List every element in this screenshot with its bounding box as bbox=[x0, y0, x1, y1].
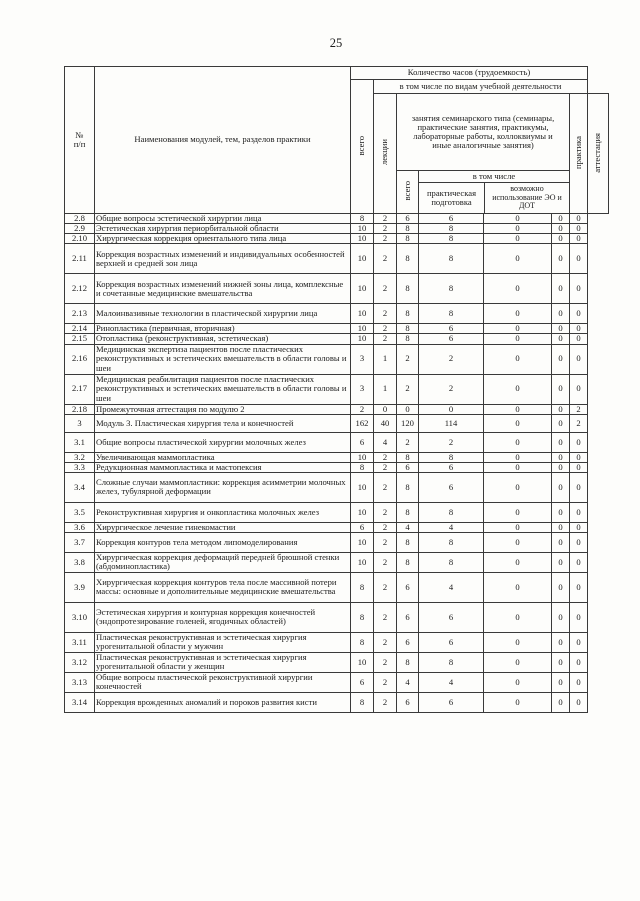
hours-total: 10 bbox=[351, 334, 374, 344]
header-num: № п/п bbox=[65, 67, 95, 214]
table-row bbox=[65, 632, 609, 652]
hours-seminar-total: 4 bbox=[397, 672, 419, 692]
header-practical-prep: практическая подготовка bbox=[419, 183, 485, 213]
row-number: 2.17 bbox=[65, 374, 95, 404]
row-number: 3.8 bbox=[65, 552, 95, 572]
row-title: Реконструктивная хирургия и онкопластика молочных желез bbox=[95, 502, 351, 522]
hours-attestation: 0 bbox=[570, 462, 588, 472]
row-title: Хирургическая коррекция контуров тела после массивной потери массы: основные и дополнительные медицинские вмешательства bbox=[95, 572, 351, 602]
hours-practice: 0 bbox=[552, 304, 570, 324]
hours-total: 8 bbox=[351, 602, 374, 632]
hours-eo-dot: 0 bbox=[484, 652, 552, 672]
hours-seminar-total: 2 bbox=[397, 344, 419, 374]
row-number: 3.5 bbox=[65, 502, 95, 522]
hours-practice: 0 bbox=[552, 404, 570, 414]
hours-eo-dot: 0 bbox=[484, 472, 552, 502]
hours-attestation: 0 bbox=[570, 552, 588, 572]
row-title: Промежуточная аттестация по модулю 2 bbox=[95, 404, 351, 414]
hours-total: 10 bbox=[351, 502, 374, 522]
row-title: Общие вопросы эстетической хирургии лица bbox=[95, 214, 351, 224]
hours-total: 10 bbox=[351, 552, 374, 572]
row-number: 2.18 bbox=[65, 404, 95, 414]
header-incl-by-type: в том числе по видам учебной деятельности bbox=[374, 80, 588, 94]
hours-practice: 0 bbox=[552, 234, 570, 244]
hours-attestation: 0 bbox=[570, 522, 588, 532]
row-title: Пластическая реконструктивная и эстетическая хирургия урогенитальной области у мужчин bbox=[95, 632, 351, 652]
header-total-hours: Количество часов (трудоемкость) bbox=[351, 67, 588, 80]
hours-eo-dot: 0 bbox=[484, 224, 552, 234]
table-row bbox=[65, 224, 609, 234]
table-row bbox=[65, 234, 609, 244]
hours-attestation: 0 bbox=[570, 602, 588, 632]
hours-eo-dot: 0 bbox=[484, 602, 552, 632]
hours-practice: 0 bbox=[552, 472, 570, 502]
row-title: Общие вопросы пластической хирургии молочных желез bbox=[95, 432, 351, 452]
hours-practice: 0 bbox=[552, 532, 570, 552]
header-practice: практика bbox=[570, 94, 588, 214]
header-attestation: аттестация bbox=[588, 94, 609, 214]
hours-practical-prep: 8 bbox=[419, 532, 484, 552]
row-number: 3.10 bbox=[65, 602, 95, 632]
hours-eo-dot: 0 bbox=[484, 462, 552, 472]
hours-eo-dot: 0 bbox=[484, 432, 552, 452]
hours-practical-prep: 2 bbox=[419, 344, 484, 374]
row-title: Отопластика (реконструктивная, эстетическая) bbox=[95, 334, 351, 344]
row-title: Хирургическая коррекция ориентального типа лица bbox=[95, 234, 351, 244]
hours-seminar-total: 8 bbox=[397, 502, 419, 522]
row-number: 3.11 bbox=[65, 632, 95, 652]
hours-practical-prep: 6 bbox=[419, 462, 484, 472]
hours-lectures: 4 bbox=[374, 432, 397, 452]
table-row bbox=[65, 344, 609, 374]
hours-seminar-total: 8 bbox=[397, 652, 419, 672]
hours-seminar-total: 2 bbox=[397, 374, 419, 404]
row-title: Медицинская экспертиза пациентов после пластических реконструктивных и эстетических вмешательств в области головы и шеи bbox=[95, 344, 351, 374]
row-number: 3.13 bbox=[65, 672, 95, 692]
hours-attestation: 0 bbox=[570, 472, 588, 502]
hours-total: 6 bbox=[351, 672, 374, 692]
hours-total: 8 bbox=[351, 632, 374, 652]
hours-total: 10 bbox=[351, 274, 374, 304]
row-title: Общие вопросы пластической реконструктивной хирургии конечностей bbox=[95, 672, 351, 692]
table-row bbox=[65, 244, 609, 274]
hours-lectures: 2 bbox=[374, 334, 397, 344]
row-number: 2.16 bbox=[65, 344, 95, 374]
hours-eo-dot: 0 bbox=[484, 414, 552, 432]
hours-practice: 0 bbox=[552, 374, 570, 404]
hours-practical-prep: 114 bbox=[419, 414, 484, 432]
hours-practical-prep: 6 bbox=[419, 324, 484, 334]
row-title: Хирургическое лечение гинекомастии bbox=[95, 522, 351, 532]
hours-seminar-total: 6 bbox=[397, 602, 419, 632]
hours-practice: 0 bbox=[552, 572, 570, 602]
hours-seminar-total: 8 bbox=[397, 244, 419, 274]
row-title: Коррекция врожденных аномалий и пороков развития кисти bbox=[95, 692, 351, 712]
hours-lectures: 2 bbox=[374, 472, 397, 502]
hours-total: 10 bbox=[351, 234, 374, 244]
hours-total: 8 bbox=[351, 572, 374, 602]
hours-eo-dot: 0 bbox=[484, 334, 552, 344]
hours-total: 10 bbox=[351, 652, 374, 672]
hours-seminar-total: 120 bbox=[397, 414, 419, 432]
hours-lectures: 1 bbox=[374, 344, 397, 374]
hours-attestation: 0 bbox=[570, 214, 588, 224]
hours-practical-prep: 8 bbox=[419, 452, 484, 462]
hours-eo-dot: 0 bbox=[484, 552, 552, 572]
hours-total: 10 bbox=[351, 532, 374, 552]
hours-practical-prep: 8 bbox=[419, 652, 484, 672]
row-number: 3.2 bbox=[65, 452, 95, 462]
table-row bbox=[65, 404, 609, 414]
row-number: 3.12 bbox=[65, 652, 95, 672]
hours-attestation: 0 bbox=[570, 572, 588, 602]
row-title: Модуль 3. Пластическая хирургия тела и конечностей bbox=[95, 414, 351, 432]
hours-eo-dot: 0 bbox=[484, 404, 552, 414]
hours-attestation: 0 bbox=[570, 452, 588, 462]
hours-lectures: 2 bbox=[374, 214, 397, 224]
row-number: 3 bbox=[65, 414, 95, 432]
hours-practical-prep: 8 bbox=[419, 224, 484, 234]
hours-attestation: 0 bbox=[570, 502, 588, 522]
hours-attestation: 2 bbox=[570, 404, 588, 414]
hours-lectures: 2 bbox=[374, 692, 397, 712]
hours-attestation: 0 bbox=[570, 374, 588, 404]
table-row bbox=[65, 432, 609, 452]
table-row bbox=[65, 274, 609, 304]
row-number: 3.9 bbox=[65, 572, 95, 602]
hours-practical-prep: 6 bbox=[419, 692, 484, 712]
hours-total: 8 bbox=[351, 214, 374, 224]
hours-practice: 0 bbox=[552, 324, 570, 334]
table-row bbox=[65, 214, 609, 224]
hours-attestation: 0 bbox=[570, 432, 588, 452]
row-number: 3.1 bbox=[65, 432, 95, 452]
hours-seminar-total: 8 bbox=[397, 334, 419, 344]
hours-lectures: 2 bbox=[374, 652, 397, 672]
row-title: Коррекция возрастных изменений нижней зоны лица, комплексные и сочетанные медицинские вмешательства bbox=[95, 274, 351, 304]
hours-lectures: 2 bbox=[374, 324, 397, 334]
hours-practical-prep: 6 bbox=[419, 334, 484, 344]
hours-lectures: 2 bbox=[374, 244, 397, 274]
hours-attestation: 0 bbox=[570, 334, 588, 344]
table-row bbox=[65, 602, 609, 632]
table-row bbox=[65, 304, 609, 324]
table-row bbox=[65, 414, 609, 432]
hours-attestation: 0 bbox=[570, 234, 588, 244]
hours-eo-dot: 0 bbox=[484, 672, 552, 692]
hours-practice: 0 bbox=[552, 632, 570, 652]
row-number: 2.15 bbox=[65, 334, 95, 344]
table-row bbox=[65, 472, 609, 502]
hours-attestation: 0 bbox=[570, 304, 588, 324]
hours-practice: 0 bbox=[552, 552, 570, 572]
table-row bbox=[65, 374, 609, 404]
hours-total: 10 bbox=[351, 452, 374, 462]
hours-seminar-total: 8 bbox=[397, 324, 419, 334]
hours-lectures: 2 bbox=[374, 552, 397, 572]
hours-seminar-total: 6 bbox=[397, 632, 419, 652]
row-number: 2.9 bbox=[65, 224, 95, 234]
hours-practical-prep: 0 bbox=[419, 404, 484, 414]
table-row bbox=[65, 572, 609, 602]
row-title: Малоинвазивные технологии в пластической хирургии лица bbox=[95, 304, 351, 324]
header-incl-sub: в том числе bbox=[419, 171, 569, 183]
hours-lectures: 2 bbox=[374, 602, 397, 632]
hours-lectures: 1 bbox=[374, 374, 397, 404]
table-body bbox=[65, 214, 609, 713]
row-title: Эстетическая хирургия и контурная коррекция конечностей (эндопротезирование голеней, ягодичных областей) bbox=[95, 602, 351, 632]
hours-seminar-total: 8 bbox=[397, 452, 419, 462]
row-title: Увеличивающая маммопластика bbox=[95, 452, 351, 462]
hours-lectures: 2 bbox=[374, 452, 397, 462]
hours-seminar-total: 6 bbox=[397, 572, 419, 602]
hours-lectures: 2 bbox=[374, 532, 397, 552]
table-row bbox=[65, 462, 609, 472]
hours-attestation: 0 bbox=[570, 532, 588, 552]
hours-practice: 0 bbox=[552, 502, 570, 522]
hours-total: 10 bbox=[351, 224, 374, 234]
header-sem-sub bbox=[419, 171, 570, 214]
hours-seminar-total: 8 bbox=[397, 224, 419, 234]
hours-total: 8 bbox=[351, 462, 374, 472]
hours-practical-prep: 8 bbox=[419, 234, 484, 244]
table-row bbox=[65, 522, 609, 532]
hours-seminar-total: 6 bbox=[397, 692, 419, 712]
hours-seminar-total: 8 bbox=[397, 304, 419, 324]
table-row bbox=[65, 502, 609, 522]
hours-total: 2 bbox=[351, 404, 374, 414]
hours-lectures: 40 bbox=[374, 414, 397, 432]
hours-seminar-total: 6 bbox=[397, 462, 419, 472]
hours-practical-prep: 4 bbox=[419, 572, 484, 602]
header-lectures: лекции bbox=[374, 94, 397, 214]
hours-practical-prep: 6 bbox=[419, 472, 484, 502]
row-title: Хирургическая коррекция деформаций передней брюшной стенки (абдоминопластика) bbox=[95, 552, 351, 572]
hours-lectures: 2 bbox=[374, 572, 397, 602]
hours-eo-dot: 0 bbox=[484, 502, 552, 522]
hours-practice: 0 bbox=[552, 602, 570, 632]
row-number: 2.8 bbox=[65, 214, 95, 224]
hours-eo-dot: 0 bbox=[484, 274, 552, 304]
hours-practical-prep: 8 bbox=[419, 304, 484, 324]
hours-seminar-total: 0 bbox=[397, 404, 419, 414]
hours-total: 10 bbox=[351, 324, 374, 334]
hours-lectures: 2 bbox=[374, 234, 397, 244]
hours-attestation: 0 bbox=[570, 274, 588, 304]
hours-seminar-total: 8 bbox=[397, 552, 419, 572]
hours-seminar-total: 8 bbox=[397, 234, 419, 244]
row-number: 3.4 bbox=[65, 472, 95, 502]
hours-lectures: 0 bbox=[374, 404, 397, 414]
hours-attestation: 0 bbox=[570, 344, 588, 374]
hours-eo-dot: 0 bbox=[484, 632, 552, 652]
hours-practice: 0 bbox=[552, 224, 570, 234]
hours-practice: 0 bbox=[552, 432, 570, 452]
hours-practice: 0 bbox=[552, 244, 570, 274]
hours-seminar-total: 8 bbox=[397, 472, 419, 502]
table-row bbox=[65, 692, 609, 712]
hours-practical-prep: 6 bbox=[419, 632, 484, 652]
hours-total: 3 bbox=[351, 374, 374, 404]
row-number: 2.13 bbox=[65, 304, 95, 324]
hours-total: 8 bbox=[351, 692, 374, 712]
hours-lectures: 2 bbox=[374, 274, 397, 304]
hours-attestation: 0 bbox=[570, 692, 588, 712]
table-row bbox=[65, 324, 609, 334]
hours-eo-dot: 0 bbox=[484, 214, 552, 224]
hours-practice: 0 bbox=[552, 334, 570, 344]
hours-practice: 0 bbox=[552, 414, 570, 432]
hours-total: 6 bbox=[351, 432, 374, 452]
hours-seminar-total: 8 bbox=[397, 532, 419, 552]
hours-attestation: 0 bbox=[570, 324, 588, 334]
hours-seminar-total: 6 bbox=[397, 214, 419, 224]
hours-practical-prep: 8 bbox=[419, 244, 484, 274]
curriculum-table bbox=[64, 66, 609, 713]
hours-lectures: 2 bbox=[374, 224, 397, 234]
hours-attestation: 0 bbox=[570, 244, 588, 274]
table-row bbox=[65, 452, 609, 462]
hours-eo-dot: 0 bbox=[484, 324, 552, 334]
table-row bbox=[65, 552, 609, 572]
hours-attestation: 0 bbox=[570, 632, 588, 652]
hours-practical-prep: 6 bbox=[419, 602, 484, 632]
hours-practice: 0 bbox=[552, 274, 570, 304]
hours-attestation: 2 bbox=[570, 414, 588, 432]
header-eo-dot: возможно использование ЭО и ДОТ bbox=[492, 184, 562, 211]
hours-seminar-total: 4 bbox=[397, 522, 419, 532]
hours-eo-dot: 0 bbox=[484, 234, 552, 244]
hours-practical-prep: 8 bbox=[419, 502, 484, 522]
header-sem-all: всего bbox=[397, 171, 419, 214]
hours-practical-prep: 2 bbox=[419, 432, 484, 452]
row-title: Коррекция возрастных изменений и индивидуальных особенностей верхней и средней зон лица bbox=[95, 244, 351, 274]
hours-attestation: 0 bbox=[570, 672, 588, 692]
row-number: 2.11 bbox=[65, 244, 95, 274]
hours-attestation: 0 bbox=[570, 224, 588, 234]
header-all: всего bbox=[351, 80, 374, 214]
hours-eo-dot: 0 bbox=[484, 344, 552, 374]
hours-eo-dot: 0 bbox=[484, 692, 552, 712]
row-number: 2.10 bbox=[65, 234, 95, 244]
table-row bbox=[65, 672, 609, 692]
hours-total: 10 bbox=[351, 304, 374, 324]
hours-practice: 0 bbox=[552, 462, 570, 472]
row-number: 2.12 bbox=[65, 274, 95, 304]
hours-practical-prep: 4 bbox=[419, 672, 484, 692]
hours-practice: 0 bbox=[552, 522, 570, 532]
hours-seminar-total: 8 bbox=[397, 274, 419, 304]
row-number: 3.7 bbox=[65, 532, 95, 552]
row-title: Коррекция контуров тела методом липомоделирования bbox=[95, 532, 351, 552]
row-number: 3.3 bbox=[65, 462, 95, 472]
row-title: Ринопластика (первичная, вторичная) bbox=[95, 324, 351, 334]
hours-lectures: 2 bbox=[374, 462, 397, 472]
hours-lectures: 2 bbox=[374, 304, 397, 324]
hours-practice: 0 bbox=[552, 672, 570, 692]
hours-eo-dot: 0 bbox=[484, 452, 552, 462]
hours-practical-prep: 4 bbox=[419, 522, 484, 532]
hours-practice: 0 bbox=[552, 452, 570, 462]
hours-lectures: 2 bbox=[374, 672, 397, 692]
table-row bbox=[65, 652, 609, 672]
hours-total: 6 bbox=[351, 522, 374, 532]
hours-practical-prep: 8 bbox=[419, 274, 484, 304]
table-row bbox=[65, 532, 609, 552]
hours-eo-dot: 0 bbox=[484, 244, 552, 274]
hours-eo-dot: 0 bbox=[484, 572, 552, 602]
hours-total: 10 bbox=[351, 472, 374, 502]
hours-practice: 0 bbox=[552, 344, 570, 374]
hours-practical-prep: 8 bbox=[419, 552, 484, 572]
hours-lectures: 2 bbox=[374, 502, 397, 522]
hours-practical-prep: 2 bbox=[419, 374, 484, 404]
row-title: Эстетическая хирургия периорбитальной области bbox=[95, 224, 351, 234]
row-title: Медицинская реабилитация пациентов после пластических реконструктивных и эстетических вмешательств в области головы и шеи bbox=[95, 374, 351, 404]
hours-eo-dot: 0 bbox=[484, 304, 552, 324]
table-row bbox=[65, 334, 609, 344]
hours-practice: 0 bbox=[552, 214, 570, 224]
hours-lectures: 2 bbox=[374, 522, 397, 532]
row-number: 2.14 bbox=[65, 324, 95, 334]
hours-seminar-total: 2 bbox=[397, 432, 419, 452]
hours-practice: 0 bbox=[552, 692, 570, 712]
row-title: Редукционная маммопластика и мастопексия bbox=[95, 462, 351, 472]
hours-practical-prep: 6 bbox=[419, 214, 484, 224]
hours-total: 3 bbox=[351, 344, 374, 374]
hours-total: 10 bbox=[351, 244, 374, 274]
hours-practice: 0 bbox=[552, 652, 570, 672]
row-title: Сложные случаи маммопластики: коррекция асимметрии молочных желез, тубулярной деформации bbox=[95, 472, 351, 502]
hours-eo-dot: 0 bbox=[484, 532, 552, 552]
hours-lectures: 2 bbox=[374, 632, 397, 652]
hours-total: 162 bbox=[351, 414, 374, 432]
hours-eo-dot: 0 bbox=[484, 522, 552, 532]
header-seminar: занятия семинарского типа (семинары, практические занятия, практикумы, лабораторные работы, коллоквиумы и иные аналогичные занятия) bbox=[397, 94, 570, 171]
header-name: Наименования модулей, тем, разделов практики bbox=[95, 67, 351, 214]
page-number: 25 bbox=[329, 36, 343, 50]
hours-attestation: 0 bbox=[570, 652, 588, 672]
row-number: 3.6 bbox=[65, 522, 95, 532]
row-number: 3.14 bbox=[65, 692, 95, 712]
row-title: Пластическая реконструктивная и эстетическая хирургия урогенитальной области у женщин bbox=[95, 652, 351, 672]
hours-eo-dot: 0 bbox=[484, 374, 552, 404]
